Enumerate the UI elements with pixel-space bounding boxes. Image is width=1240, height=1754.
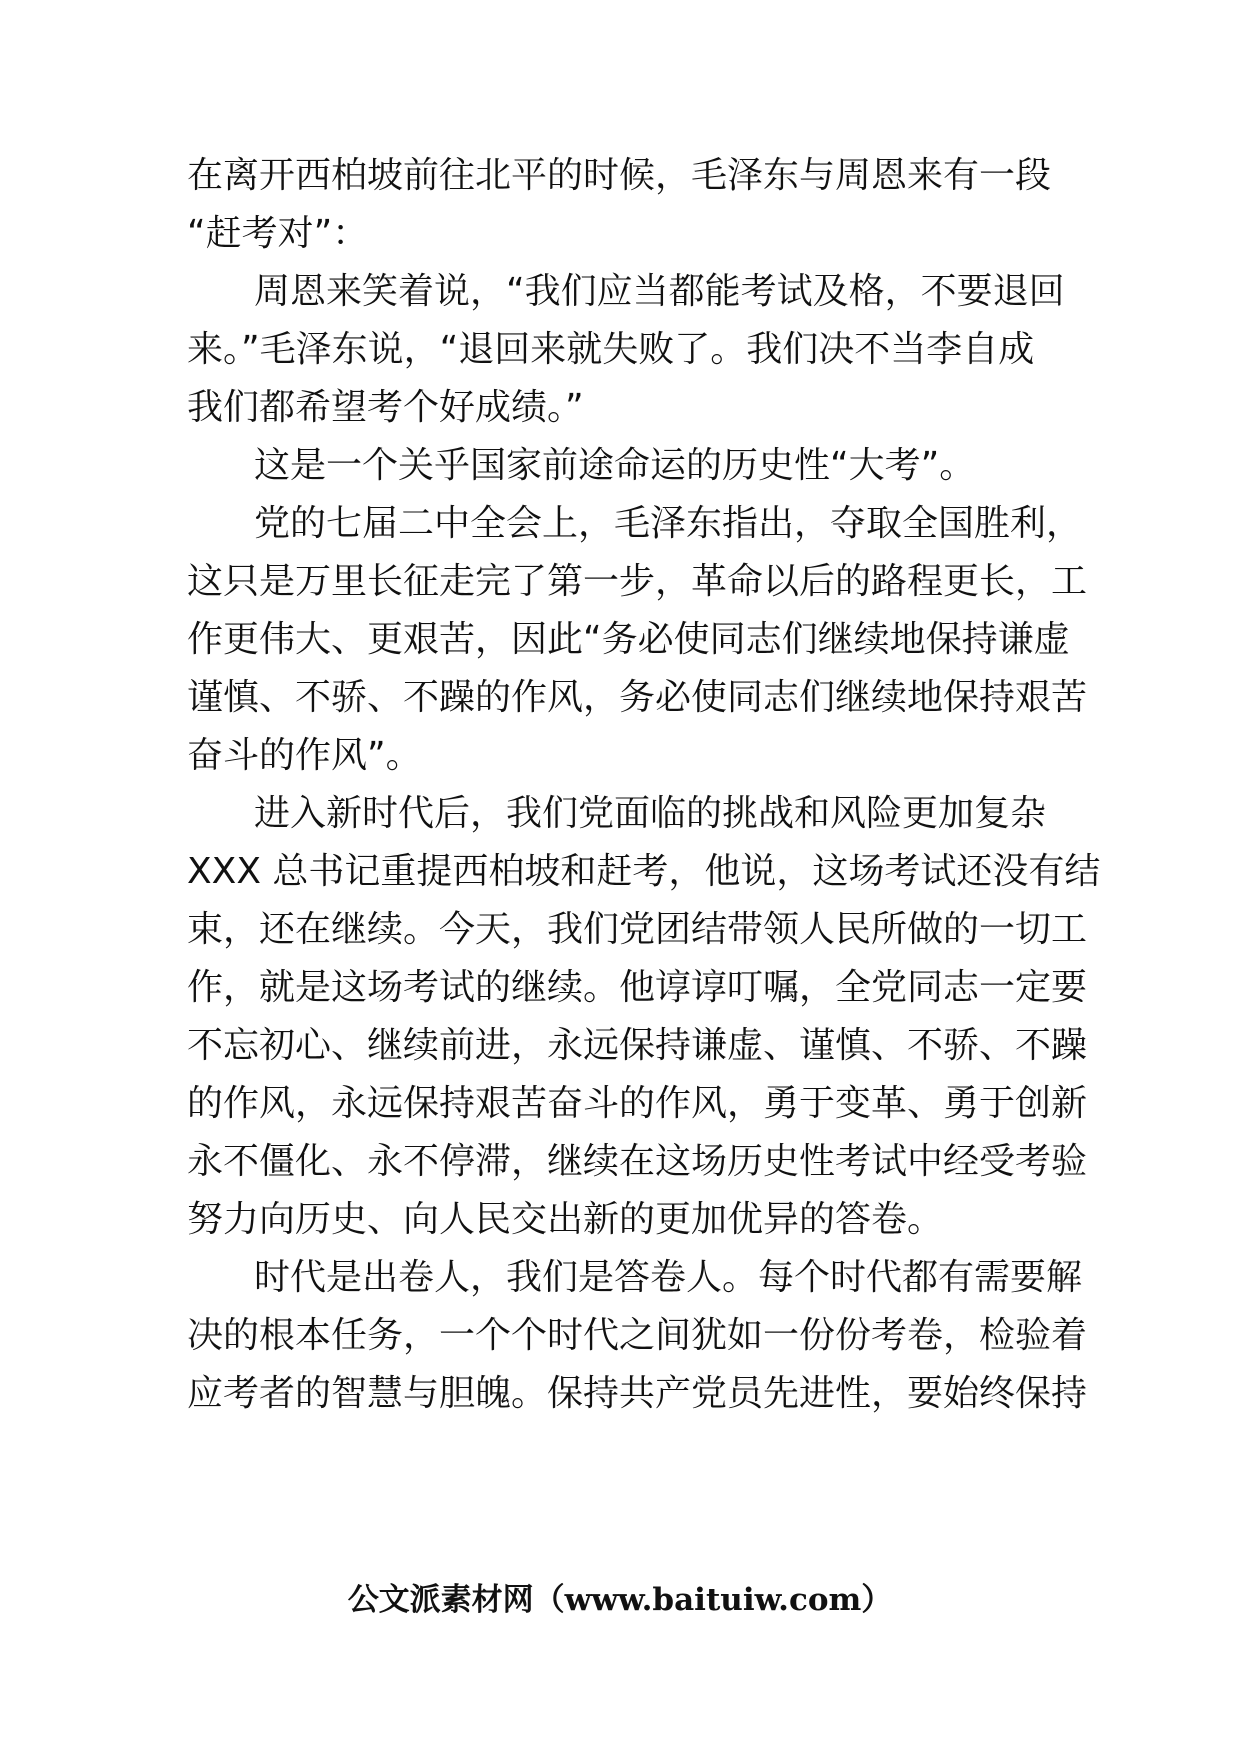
- text-line-8: 这只是万里长征走完了第一步，革命以后的路程更长，工: [187, 561, 1088, 602]
- text-line-13: XXX 总书记重提西柏坡和赶考，他说，这场考试还没有结: [187, 851, 1101, 892]
- text-line-6: 这是一个关乎国家前途命运的历史性“大考”。: [254, 445, 976, 486]
- footer-watermark: 公文派素材网（www.baituiw.com）: [347, 1582, 893, 1618]
- text-line-20: 时代是出卷人，我们是答卷人。每个时代都有需要解: [254, 1257, 1083, 1298]
- text-line-10: 谨慎、不骄、不躁的作风，务必使同志们继续地保持艰苦: [187, 677, 1088, 718]
- text-line-2: “赶考对”：: [187, 213, 369, 254]
- text-line-16: 不忘初心、继续前进，永远保持谦虚、谨慎、不骄、不躁: [187, 1025, 1088, 1066]
- text-line-12: 进入新时代后，我们党面临的挑战和风险更加复杂: [254, 793, 1047, 834]
- text-line-3: 周恩来笑着说，“我们应当都能考试及格，不要退回: [254, 271, 1065, 312]
- text-line-18: 永不僵化、永不停滞，继续在这场历史性考试中经受考验: [187, 1141, 1088, 1182]
- text-line-22: 应考者的智慧与胆魄。保持共产党员先进性，要始终保持: [187, 1373, 1088, 1414]
- text-line-5: 我们都希望考个好成绩。”: [187, 387, 584, 428]
- text-line-11: 奋斗的作风”。: [187, 735, 422, 776]
- text-line-4: 来。”毛泽东说，“退回来就失败了。我们决不当李自成: [187, 329, 1035, 370]
- text-line-15: 作，就是这场考试的继续。他谆谆叮嘱，全党同志一定要: [187, 967, 1088, 1008]
- text-line-21: 决的根本任务，一个个时代之间犹如一份份考卷，检验着: [187, 1315, 1088, 1356]
- text-line-9: 作更伟大、更艰苦，因此“务必使同志们继续地保持谦虚: [187, 619, 1070, 660]
- text-line-19: 努力向历史、向人民交出新的更加优异的答卷。: [187, 1199, 944, 1240]
- text-line-7: 党的七届二中全会上，毛泽东指出，夺取全国胜利，: [254, 503, 1083, 544]
- text-line-1: 在离开西柏坡前往北平的时候，毛泽东与周恩来有一段: [187, 155, 1052, 196]
- text-line-17: 的作风，永远保持艰苦奋斗的作风，勇于变革、勇于创新: [187, 1083, 1088, 1124]
- text-line-14: 束，还在继续。今天，我们党团结带领人民所做的一切工: [187, 909, 1088, 950]
